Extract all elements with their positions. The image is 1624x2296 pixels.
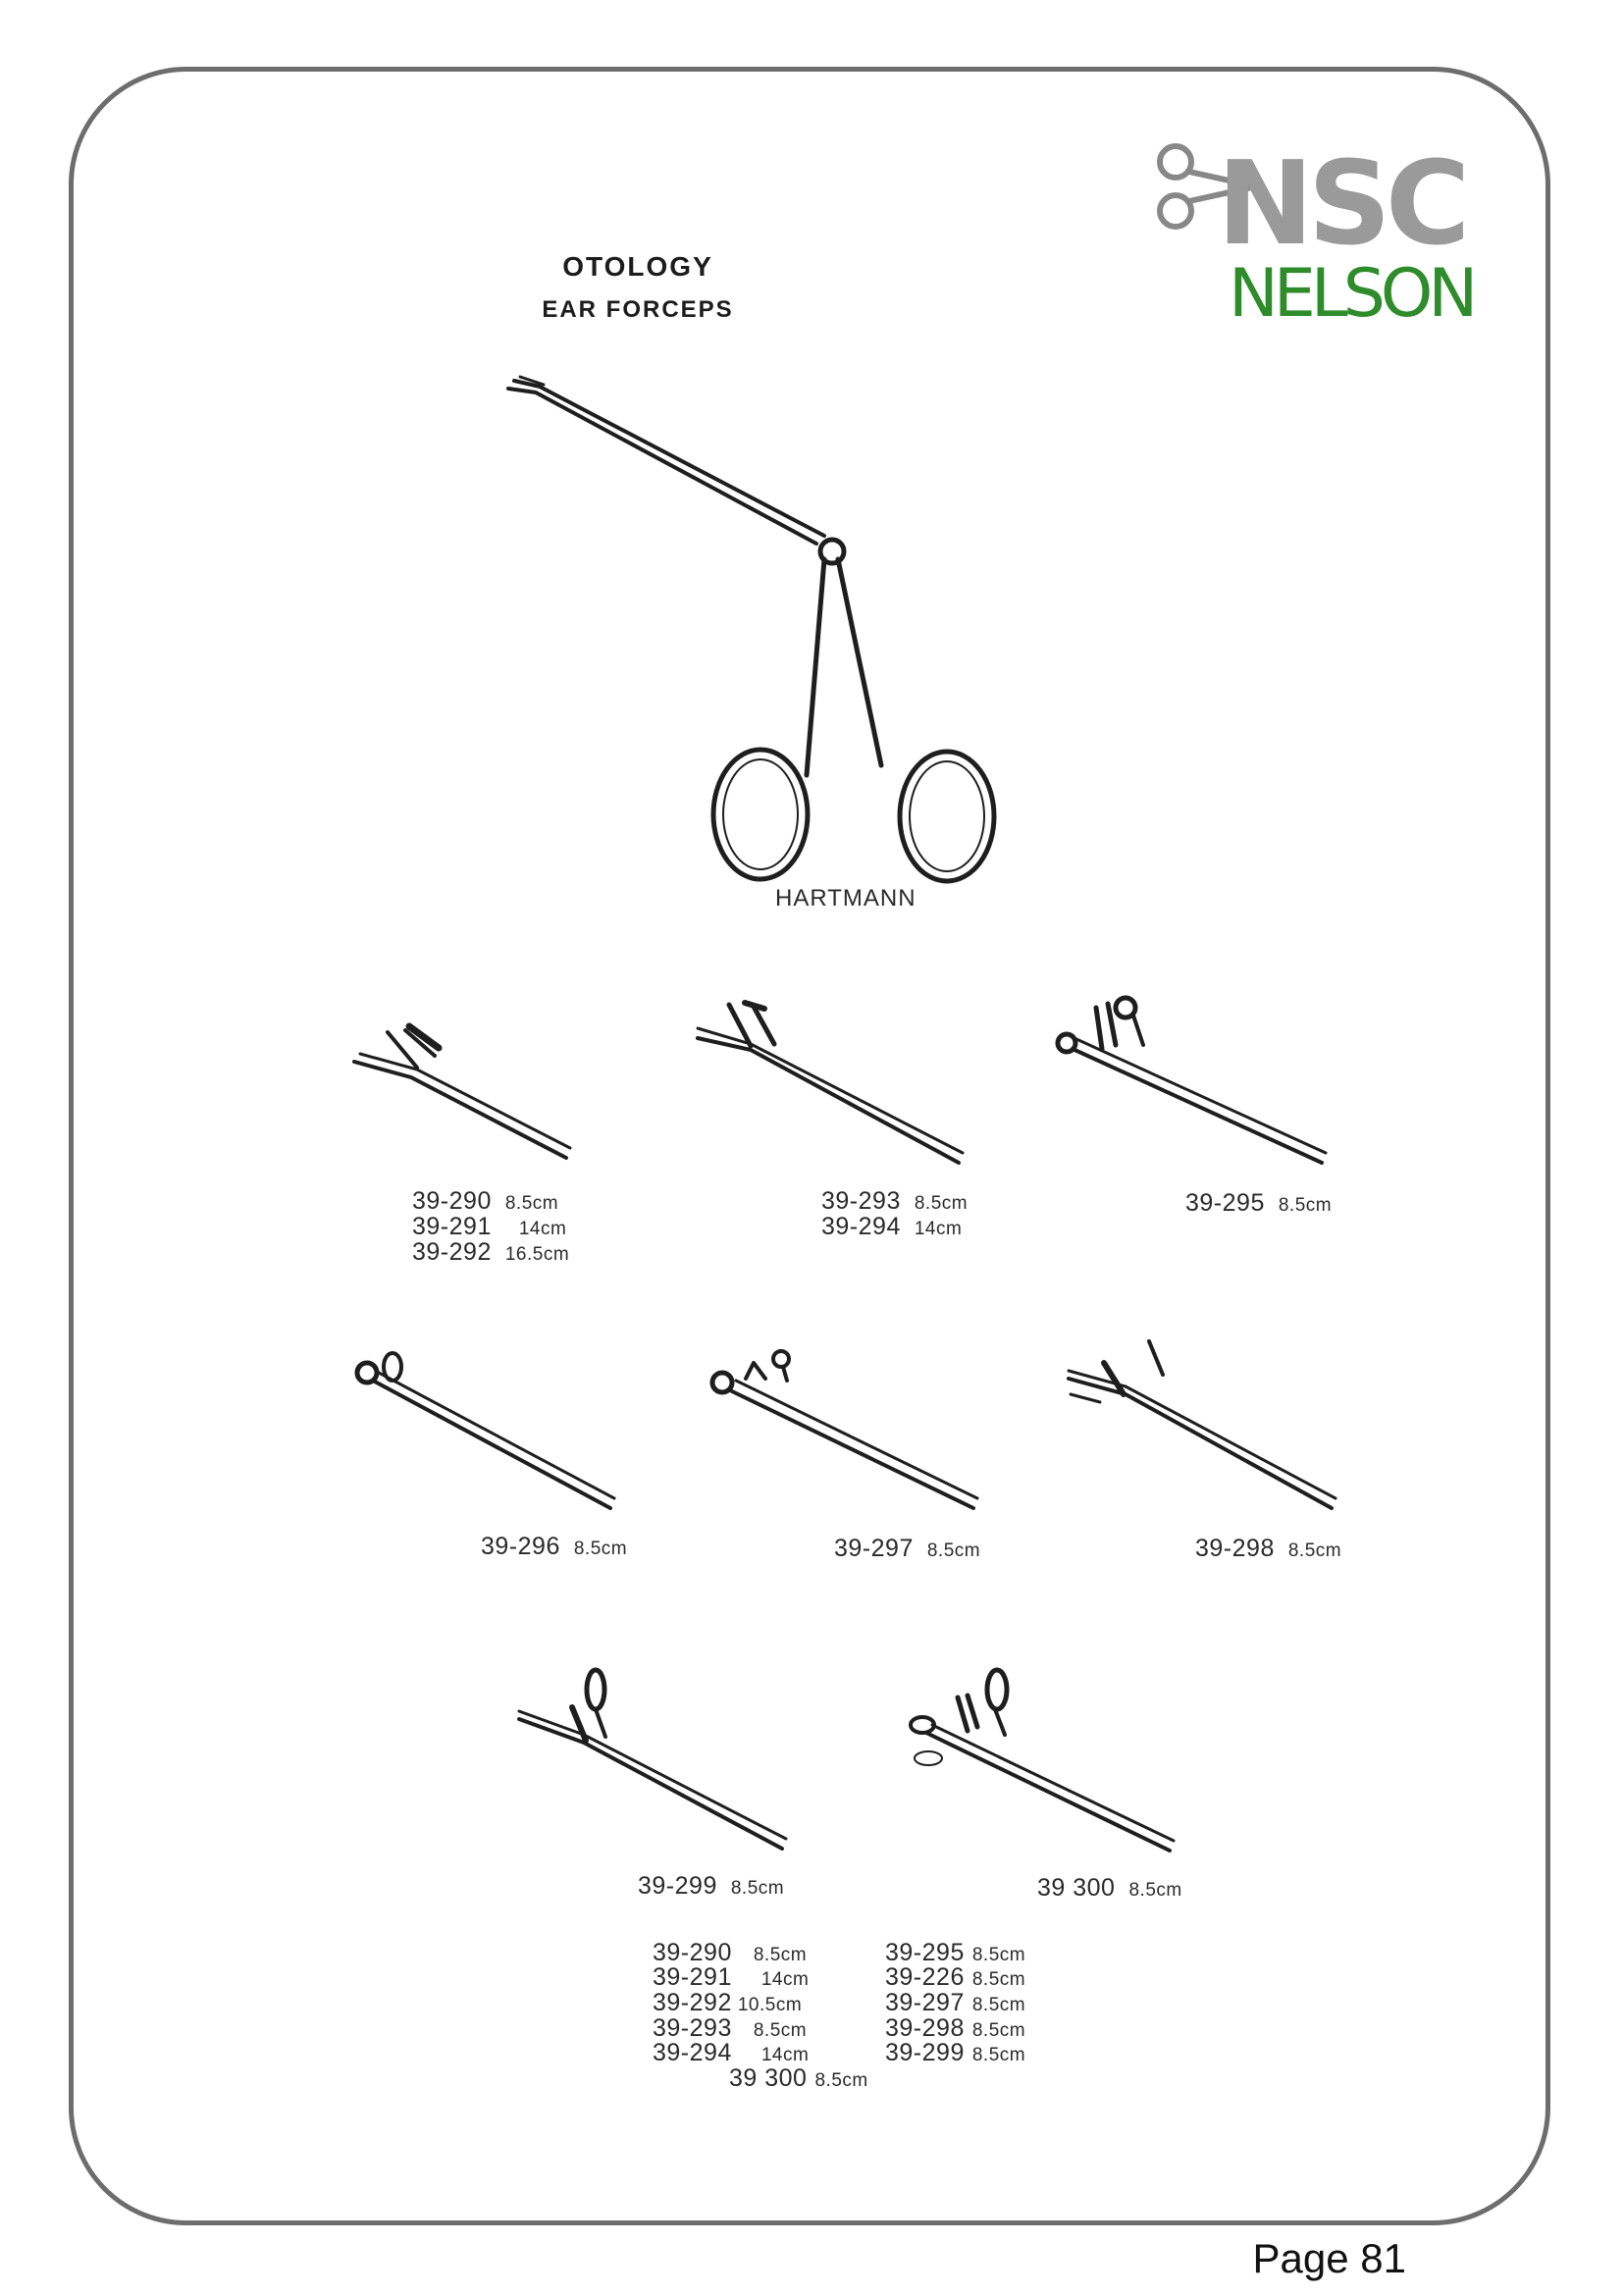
summary-line: 39 300 8.5cm — [729, 2064, 868, 2092]
nelson-logo-text: NELSON — [1229, 255, 1474, 333]
summary-line: 39-294 14cm — [653, 2039, 810, 2066]
category-title: EAR FORCEPS — [542, 296, 734, 323]
spec-line: 39-292 16.5cm — [412, 1238, 570, 1266]
spec-line: 39-295 8.5cm — [1185, 1189, 1333, 1217]
spec-line: 39-294 14cm — [821, 1213, 963, 1240]
forceps-39-295-illustration — [1055, 996, 1330, 1173]
forceps-39-293-illustration — [692, 1001, 967, 1168]
page-number: Page 81 — [1252, 2235, 1406, 2281]
forceps-39-297-illustration — [707, 1349, 981, 1516]
spec-line: 39-296 8.5cm — [481, 1533, 628, 1560]
summary-line: 39-290 8.5cm — [653, 1939, 808, 1966]
spec-line: 39-298 8.5cm — [1195, 1535, 1342, 1562]
section-title: OTOLOGY — [562, 251, 713, 282]
summary-line: 39-291 14cm — [653, 1963, 810, 1991]
spec-line: 39-293 8.5cm — [821, 1187, 969, 1215]
forceps-39-296-illustration — [353, 1349, 618, 1516]
summary-line: 39-298 8.5cm — [885, 2014, 1026, 2042]
summary-line: 39-297 8.5cm — [885, 1989, 1026, 2016]
forceps-39-299-illustration — [515, 1668, 790, 1854]
summary-line: 39-295 8.5cm — [885, 1939, 1026, 1966]
hartmann-forceps-illustration — [500, 363, 1011, 893]
spec-line: 39-291 14cm — [412, 1213, 567, 1240]
summary-line: 39-292 10.5cm — [653, 1989, 803, 2016]
spec-line: 39-299 8.5cm — [638, 1872, 785, 1900]
summary-line: 39-299 8.5cm — [885, 2039, 1026, 2066]
spec-line: 39 300 8.5cm — [1037, 1874, 1182, 1902]
spec-line: 39-290 8.5cm — [412, 1187, 559, 1215]
forceps-39-298-illustration — [1065, 1339, 1339, 1516]
nsc-logo-icon — [1148, 128, 1482, 255]
hartmann-caption: HARTMANN — [775, 885, 917, 912]
summary-line: 39-293 8.5cm — [653, 2014, 808, 2042]
forceps-39-300-illustration — [903, 1668, 1178, 1854]
spec-line: 39-297 8.5cm — [834, 1535, 981, 1562]
summary-line: 39-226 8.5cm — [885, 1963, 1026, 1991]
logo-mark-text: NSC — [1217, 135, 1465, 255]
forceps-39-290-illustration — [348, 1020, 574, 1163]
